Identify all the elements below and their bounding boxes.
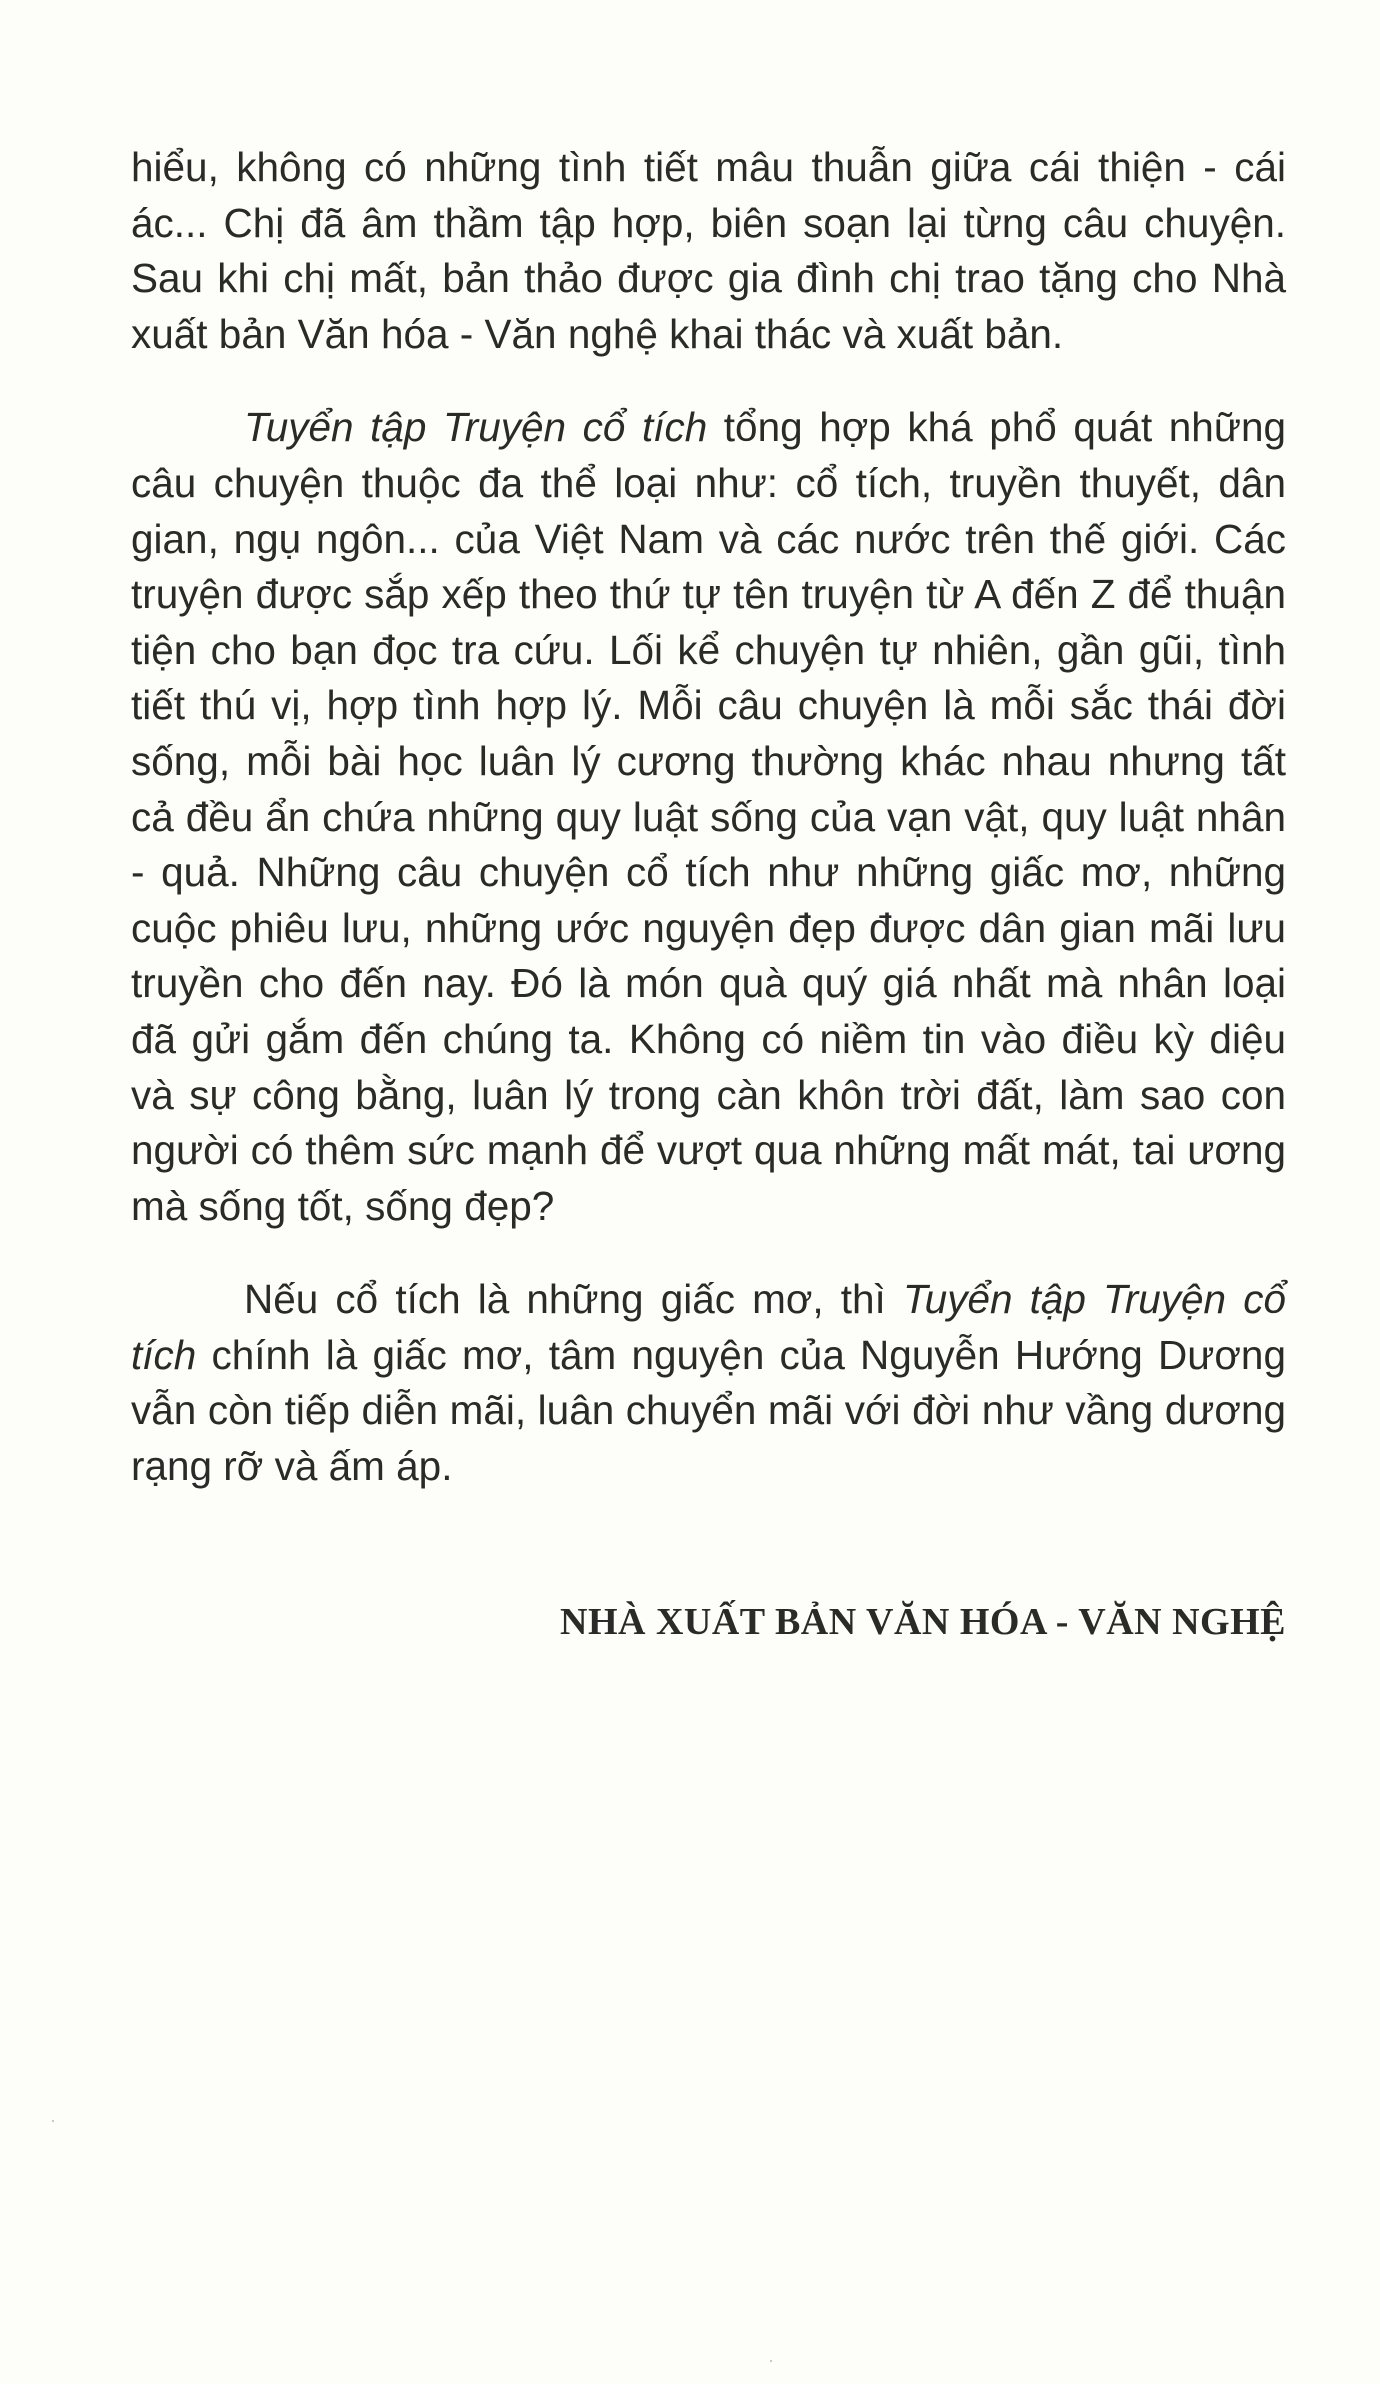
paragraph-text: tổng hợp khá phổ quát những câu chuyện thuộc đa thể loại như: cổ tích, truyền thuyết, dân gian, ngụ ngôn... của Việt Nam và các nước trên thế giới. Các truyện được sắp xếp theo thứ tự tên truyện từ A đến Z để thuận tiện cho bạn đọc tra cứu. Lối kể chuyện tự nhiên, gần gũi, tình tiết thú vị, hợp tình hợp lý. Mỗi câu chuyện là mỗi sắc thái đời sống, mỗi bài học luân lý cương thường khác nhau nhưng tất cả đều ẩn chứa những quy luật sống của vạn vật, quy luật nhân - quả. Những câu chuyện cổ tích như những giấc mơ, những cuộc phiêu lưu, những ước nguyện đẹp được dân gian mãi lưu truyền cho đến nay. Đó là món quà quý giá nhất mà nhân loại đã gửi gắm đến chúng ta. Không có niềm tin vào điều kỳ diệu và sự công bằng, luân lý trong càn khôn trời đất, làm sao con người có thêm sức mạnh để vượt qua những mất mát, tai ương mà sống tốt, sống đẹp? xyxy=(131,404,1286,1229)
paper-speck xyxy=(770,2360,772,2362)
paragraph-text: Nếu cổ tích là những giấc mơ, thì xyxy=(244,1276,903,1323)
body-text xyxy=(131,140,1286,1495)
paragraph-closing xyxy=(131,1272,1286,1494)
publisher-signature: NHÀ XUẤT BẢN VĂN HÓA - VĂN NGHỆ xyxy=(560,1601,1286,1643)
paragraph-text: chính là giấc mơ, tâm nguyện của Nguyễn Hướng Dương vẫn còn tiếp diễn mãi, luân chuyển mãi với đời như vầng dương rạng rỡ và ấm áp. xyxy=(131,1331,1286,1490)
paragraph-continuation: hiểu, không có những tình tiết mâu thuẫn giữa cái thiện - cái ác... Chị đã âm thầm tập hợp, biên soạn lại từng câu chuyện. Sau khi chị mất, bản thảo được gia đình chị trao tặng cho Nhà xuất bản Văn hóa - Văn nghệ khai thác và xuất bản. xyxy=(131,144,1286,357)
book-title-italic: Tuyển tập Truyện cổ tích xyxy=(131,1276,1286,1378)
paragraph-collection-summary xyxy=(131,400,1286,1234)
paper-speck xyxy=(52,2120,54,2122)
book-title-italic: Tuyển tập Truyện cổ tích xyxy=(244,404,708,451)
